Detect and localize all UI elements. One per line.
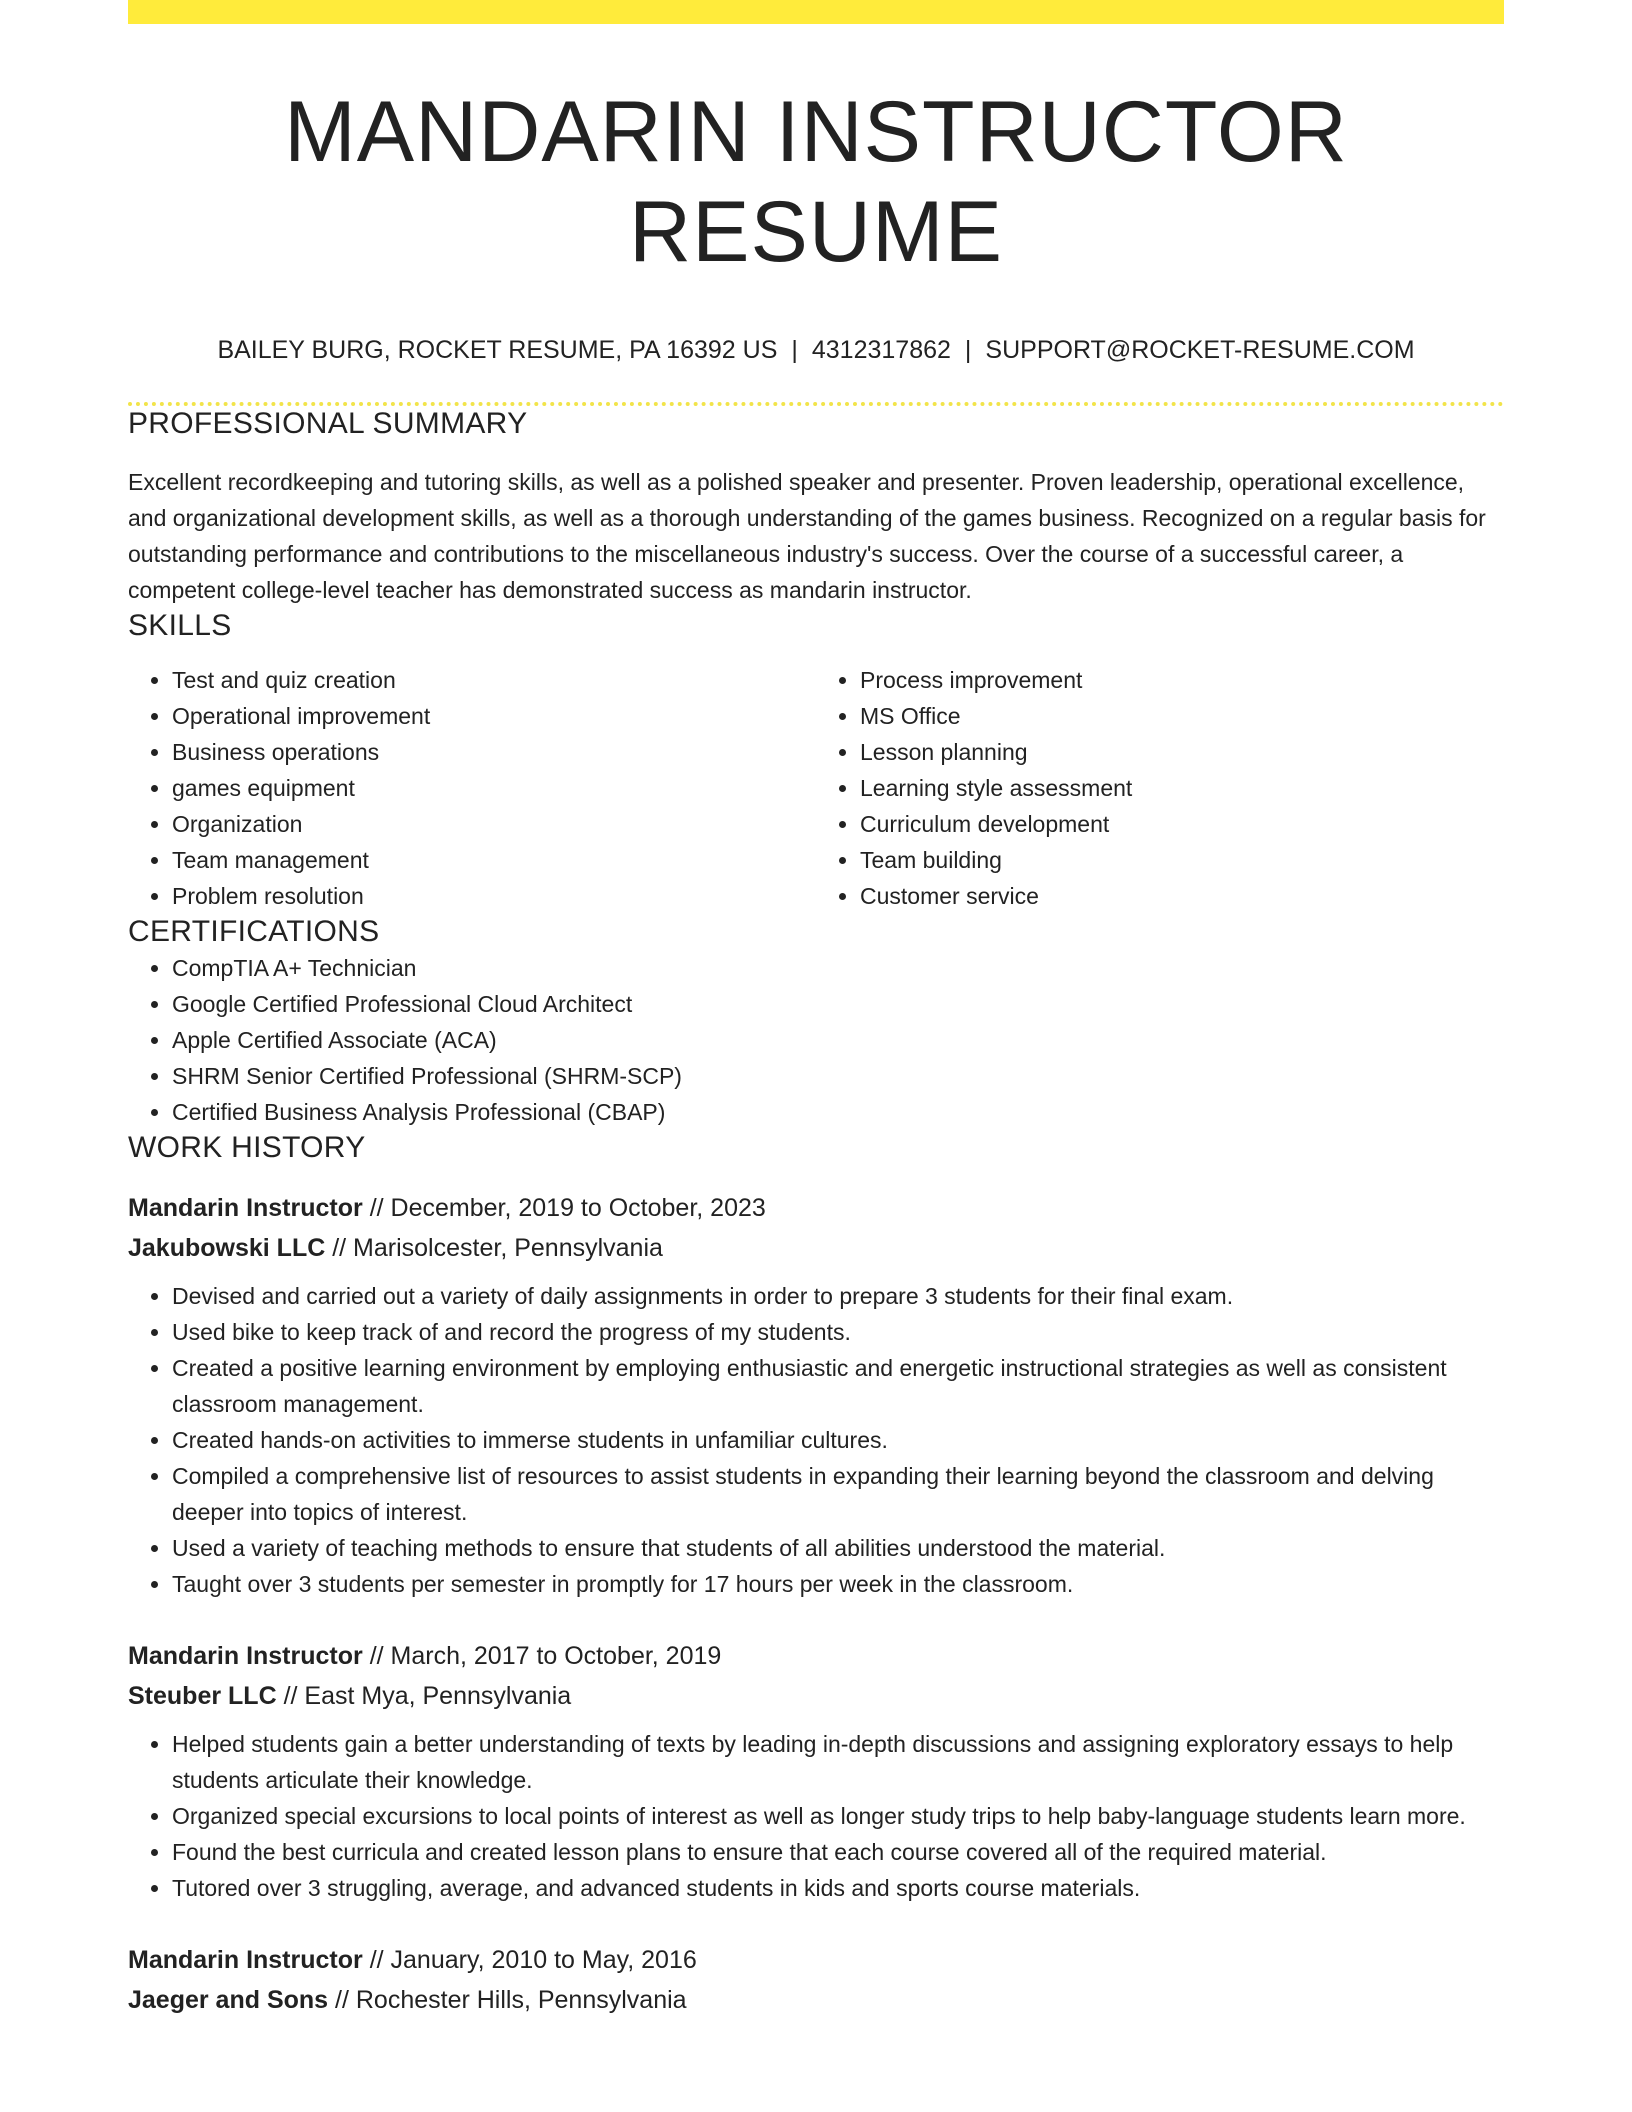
- skills-columns: [128, 662, 1504, 914]
- job-duty-item: • Compiled a comprehensive list of resources to assist students in expanding their learning beyond the classroom and delving deeper into topics of interest.: [172, 1458, 1504, 1530]
- job-duty-item: • Created hands-on activities to immerse students in unfamiliar cultures.: [172, 1422, 1504, 1458]
- job-duty-item: • Devised and carried out a variety of daily assignments in order to prepare 3 students for their final exam.: [172, 1278, 1504, 1314]
- job-duty-item: • Taught over 3 students per semester in promptly for 17 hours per week in the classroom.: [172, 1566, 1504, 1602]
- job-duties-list: [128, 1726, 1504, 1906]
- skill-item: • Business operations: [172, 734, 816, 770]
- contact-separator: |: [964, 336, 972, 364]
- certification-item: • SHRM Senior Certified Professional (SHRM-SCP): [172, 1058, 1504, 1094]
- job-entry: [128, 1940, 1504, 2020]
- certification-item: • Google Certified Professional Cloud Architect: [172, 986, 1504, 1022]
- job-company-line: [128, 1676, 1504, 1716]
- job-title-line: [128, 1188, 1504, 1228]
- job-duties-list: [128, 1278, 1504, 1602]
- resume-title: MANDARIN INSTRUCTOR RESUME: [284, 84, 1348, 280]
- contact-email: SUPPORT@ROCKET-RESUME.COM: [985, 336, 1415, 364]
- skill-item: • Problem resolution: [172, 878, 816, 914]
- skill-item: • Team management: [172, 842, 816, 878]
- job-entry: [128, 1188, 1504, 1602]
- summary-heading: PROFESSIONAL SUMMARY: [128, 407, 528, 440]
- job-title: Mandarin Instructor: [128, 1946, 363, 1974]
- skill-item: • Organization: [172, 806, 816, 842]
- job-title: Mandarin Instructor: [128, 1194, 363, 1222]
- job-duty-item: • Organized special excursions to local points of interest as well as longer study trips to help baby-language students learn more.: [172, 1798, 1504, 1834]
- skill-item: • Test and quiz creation: [172, 662, 816, 698]
- accent-top-bar: [128, 0, 1504, 24]
- job-dates: // January, 2010 to May, 2016: [362, 1946, 697, 1974]
- skill-item: • Customer service: [860, 878, 1504, 914]
- job-duty-item: • Used bike to keep track of and record the progress of my students.: [172, 1314, 1504, 1350]
- skills-heading: SKILLS: [128, 609, 232, 642]
- skill-item: • games equipment: [172, 770, 816, 806]
- job-title: Mandarin Instructor: [128, 1642, 363, 1670]
- skill-item: • Process improvement: [860, 662, 1504, 698]
- skill-item: • Operational improvement: [172, 698, 816, 734]
- job-company-line: [128, 1228, 1504, 1268]
- job-entry: [128, 1636, 1504, 1906]
- job-duty-item: • Tutored over 3 struggling, average, and advanced students in kids and sports course materials.: [172, 1870, 1504, 1906]
- certifications-heading: CERTIFICATIONS: [128, 915, 380, 948]
- contact-address: BAILEY BURG, ROCKET RESUME, PA 16392 US: [217, 336, 778, 364]
- contact-phone: 4312317862: [811, 336, 951, 364]
- job-company: Jakubowski LLC: [128, 1234, 326, 1262]
- job-duty-item: • Created a positive learning environment by employing enthusiastic and energetic instructional strategies as well as consistent classroom management.: [172, 1350, 1504, 1422]
- contact-separator: |: [791, 336, 798, 364]
- job-company: Steuber LLC: [128, 1682, 277, 1710]
- job-duty-item: • Found the best curricula and created lesson plans to ensure that each course covered all of the required material.: [172, 1834, 1504, 1870]
- certification-item: • Certified Business Analysis Professional (CBAP): [172, 1094, 1504, 1130]
- job-location: // East Mya, Pennsylvania: [276, 1682, 572, 1710]
- job-location: // Rochester Hills, Pennsylvania: [328, 1986, 687, 2014]
- job-dates: // March, 2017 to October, 2019: [362, 1642, 722, 1670]
- certification-item: • Apple Certified Associate (ACA): [172, 1022, 1504, 1058]
- summary-text: Excellent recordkeeping and tutoring skills, as well as a polished speaker and presenter. Proven leadership, operational excellence, and organizational development skills, as well as a thorough understanding of the games business. Recognized on a regular basis for outstanding performance and contributions to the miscellaneous industry's success. Over the course of a successful career, a competent college-level teacher has demonstrated success as mandarin instructor.: [128, 469, 1486, 603]
- job-location: // Marisolcester, Pennsylvania: [325, 1234, 663, 1262]
- job-duty-item: • Helped students gain a better understanding of texts by leading in-depth discussions and assigning exploratory essays to help students articulate their knowledge.: [172, 1726, 1504, 1798]
- certifications-list: [128, 950, 1504, 1130]
- skill-item: • Team building: [860, 842, 1504, 878]
- job-company: Jaeger and Sons: [128, 1986, 329, 2014]
- skill-item: • Curriculum development: [860, 806, 1504, 842]
- job-company-line: [128, 1980, 1504, 2020]
- skill-item: • Learning style assessment: [860, 770, 1504, 806]
- work-history-heading: WORK HISTORY: [128, 1131, 366, 1164]
- job-title-line: [128, 1636, 1504, 1676]
- skill-item: • Lesson planning: [860, 734, 1504, 770]
- skills-list-right: [816, 662, 1504, 914]
- skill-item: • MS Office: [860, 698, 1504, 734]
- job-duty-item: • Used a variety of teaching methods to ensure that students of all abilities understood the material.: [172, 1530, 1504, 1566]
- skills-list-left: [128, 662, 816, 914]
- resume-content: [128, 24, 1504, 2020]
- job-dates: // December, 2019 to October, 2023: [362, 1194, 766, 1222]
- job-title-line: [128, 1940, 1504, 1980]
- certification-item: • CompTIA A+ Technician: [172, 950, 1504, 986]
- contact-line: [128, 334, 1504, 366]
